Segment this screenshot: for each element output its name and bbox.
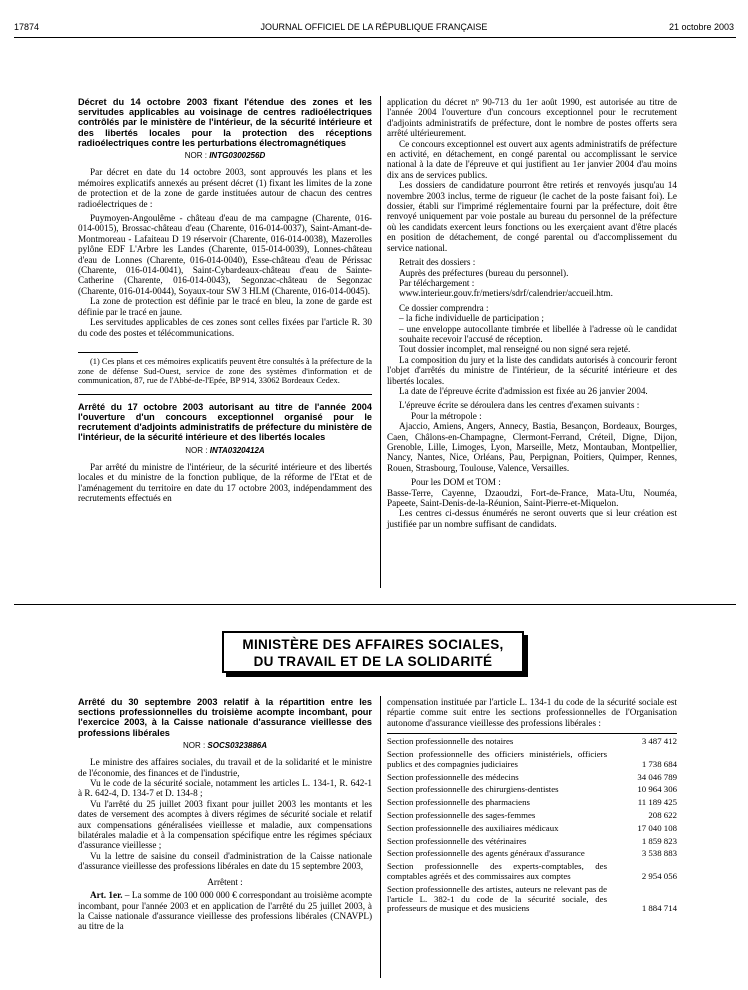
decree-nor: NOR : INTG0300256D: [184, 151, 266, 161]
table-row: [387, 846, 677, 859]
table-row: [387, 770, 677, 783]
ministry-line-1: MINISTÈRE DES AFFAIRES SOCIALES,: [242, 637, 504, 652]
arrete-paragraph: Les dossiers de candidature pourront être retirés et renvoyés jusqu'au 14 novembre 2003 inclus, terme de rigueur (le cachet de la poste faisant foi). Le dossier, établi sur l'imprimé réglementaire fourni par la préfecture, doit être renvoyé uniquement par voie postale au bureau du personnel de la préfecture où les candidats exercent leurs fonctions ou les exerçaient avant d'être placés en position de détachement, de congé parental ou d'accomplissement du service national.: [387, 180, 677, 253]
table-row: [387, 795, 677, 808]
arrete2-title: Arrêté du 30 septembre 2003 relatif à la répartition entre les sections professionnelles du troisième acompte incombant, pour l'exercice 2003, à la Caisse nationale d'assurance vieillesse des professions libérales: [78, 697, 372, 738]
article-1: Art. 1er. – La somme de 100 000 000 € correspondant au troisième acompte incombant, pour l'année 2003 et en application de l'arrêté du 25 juillet 2003, à la Caisse nationale d'assurance vieillesse des professions libérales (CNAVPL) au titre de la: [78, 890, 372, 932]
issue-date: 21 octobre 2003: [668, 22, 734, 32]
footnote-rule: [78, 352, 138, 353]
arrete-paragraph: Les centres ci-dessus énumérés ne seront ouverts que si leur création est justifiée par un nombre suffisant de candidats.: [387, 508, 677, 529]
column-divider-bottom: [380, 696, 381, 978]
dom-label: Pour les DOM et TOM :: [411, 477, 501, 488]
retrait-location: Auprès des préfectures (bureau du personnel).: [399, 267, 569, 278]
right-column-bottom: [387, 697, 677, 914]
arrete-nor: NOR : INTA0320412A: [185, 445, 265, 455]
arrete2-paragraph: Vu l'arrêté du 25 juillet 2003 fixant pour juillet 2003 les montants et les dates de versement des acomptes à divers régimes de sécurité sociale et relatif aux compensations généralisées vieillesse et maladie, aux compensations bilatérales maladie et à la compensation spécifique entre les régimes spéciaux d'assurance vieillesse ;: [78, 798, 372, 851]
section-rule: [78, 394, 372, 395]
decree-centres-list: Puymoyen-Angoulême - château d'eau de ma campagne (Charente, 016-014-0015), Brossac-château d'eau (Charente, 016-014-0037), Saint-Amant-de-Montmoreau - Lafaiteau D 19 réservoir (Charente, 016-014-0038), Mazerolles pylône EDF L'Arbre les Landes (Charente, 015-014-0039), Lonnes-château d'eau de Lonnes (Charente, 016-014-0040), Esse-château d'eau de Périssac (Charente, 016-014-0041), Saint-Cybardeaux-château d'eau de Sainte-Catherine (Charente, 016-014-0043), Segonzac-château de Segonzac (Charente, 016-014-0044), Soyaux-tour SW 3 HLM (Charente, 016-014-0045).: [78, 213, 372, 296]
dossier-item: – une enveloppe autocollante timbrée et libellée à l'adresse où le candidat souhaite recevoir l'accusé de réception.: [399, 323, 677, 344]
arrete2-paragraph: Vu le code de la sécurité sociale, notamment les articles L. 134-1, R. 642-1 à R. 642-4, D. 134-7 et D. 134-8 ;: [78, 778, 372, 799]
decree-paragraph: Par décret en date du 14 octobre 2003, sont approuvés les plans et les mémoires explicatifs annexés au présent décret (1) fixant les limites de la zone de protection et de la zone de garde instituées autour de chacun des centres radioélectriques de :: [78, 167, 372, 209]
arrete-paragraph: L'épreuve écrite se déroulera dans les centres d'examen suivants :: [399, 400, 640, 411]
table-row: [387, 821, 677, 834]
dossier-item: – la fiche individuelle de participation ;: [399, 313, 544, 324]
section-label: Section professionnelle des auxiliaires médicaux: [387, 822, 559, 833]
section-amount: 1 884 714: [641, 903, 677, 914]
arrete2-paragraph: Vu la lettre de saisine du conseil d'administration de la Caisse nationale d'assurance vieillesse des professions libérales en date du 15 septembre 2003,: [78, 850, 372, 872]
left-column-top: [78, 97, 372, 504]
left-column-bottom: [78, 697, 372, 932]
arrete-paragraph: Par arrêté du ministre de l'intérieur, de la sécurité intérieure et des libertés locales et du ministre de la fonction publique, de la réforme de l'Etat et de l'aménagement du territoire en date du 17 octobre 2003, indépendamment des recrutements effectués en: [78, 461, 372, 504]
right-column-top: [387, 97, 677, 529]
dom-centres: Basse-Terre, Cayenne, Dzaoudzi, Fort-de-France, Mata-Utu, Nouméa, Papeete, Saint-Denis-de-la-Réunion, Saint-Pierre-et-Miquelon.: [387, 487, 677, 509]
arrete-paragraph: La date de l'épreuve écrite d'admission est fixée au 26 janvier 2004.: [399, 385, 648, 396]
journal-title: JOURNAL OFFICIEL DE LA RÉPUBLIQUE FRANÇAISE: [260, 22, 488, 32]
section-amount: 10 964 306: [637, 784, 677, 795]
section-label: Section professionnelle des sages-femmes: [387, 810, 536, 820]
section-label: Section professionnelle des experts-comptables, des comptables agréés et des commissaires aux comptes: [387, 861, 607, 881]
section-divider: [14, 604, 736, 605]
section-amount: 1 859 823: [641, 835, 677, 846]
download-label: Par téléchargement :: [399, 277, 475, 288]
page-number: 17874: [14, 22, 40, 32]
arrete2-paragraph: compensation instituée par l'article L. 134-1 du code de la sécurité sociale est répartie comme suit entre les sections professionnelles de l'Organisation autonome d'assurance vieillesse des professions libérales :: [387, 697, 677, 728]
section-amount: 3 538 883: [641, 848, 677, 859]
arrete-title: Arrêté du 17 octobre 2003 autorisant au titre de l'année 2004 l'ouverture d'un concours exceptionnel organisé pour le recrutement d'adjoints administratifs de préfecture du ministère de l'intérieur, de la sécurité intérieure et des libertés locales: [78, 401, 372, 443]
arrete2-nor: NOR : SOCS0323886A: [182, 740, 268, 750]
section-label: Section professionnelle des vétérinaires: [387, 835, 527, 846]
section-label: Section professionnelle des artistes, auteurs ne relevant pas de l'article L. 382-1 du code de la sécurité sociale, des professeurs de musique et des musiciens: [387, 883, 607, 914]
table-row: [387, 782, 677, 795]
decree-footnote: (1) Ces plans et ces mémoires explicatifs peuvent être consultés à la préfecture de la zone de défense Sud-Ouest, service de zone des systèmes d'information et de communication, 87, rue de l'Abbé-de-l'Epée, BP 914, 33062 Bordeaux Cedex.: [78, 356, 372, 386]
arrete-paragraph: La composition du jury et la liste des candidats autorisés à concourir feront l'objet d'arrêtés du ministre de l'intérieur, de la sécurité intérieure et des libertés locales.: [387, 354, 677, 386]
sections-table: [387, 734, 677, 914]
arretent-label: Arrêtent :: [207, 876, 243, 887]
dossier-contents-label: Ce dossier comprendra :: [399, 302, 489, 313]
section-label: Section professionnelle des officiers ministériels, officiers publics et des compagnies judiciaires: [387, 749, 607, 769]
column-divider-top: [380, 96, 381, 588]
arrete-paragraph: Tout dossier incomplet, mal renseigné ou non signé sera rejeté.: [399, 344, 631, 355]
section-amount: 3 487 412: [641, 736, 677, 747]
section-label: Section professionnelle des chirurgiens-dentistes: [387, 784, 559, 795]
section-amount: 208 622: [648, 810, 677, 820]
table-row: [387, 808, 677, 821]
section-label: Section professionnelle des médecins: [387, 771, 519, 782]
section-label: Section professionnelle des notaires: [387, 736, 514, 747]
ministry-line-2: DU TRAVAIL ET DE LA SOLIDARITÉ: [253, 654, 493, 669]
section-amount: 11 189 425: [637, 797, 677, 808]
download-url[interactable]: www.interieur.gouv.fr/metiers/sdrf/calendrier/accueil.htm.: [399, 288, 613, 299]
metropole-label: Pour la métropole :: [411, 410, 482, 421]
table-row: [387, 859, 677, 882]
section-label: Section professionnelle des agents généraux d'assurance: [387, 848, 585, 859]
decree-title: Décret du 14 octobre 2003 fixant l'étendue des zones et les servitudes applicables au voisinage de centres radioélectriques contrôlés par le ministère de l'intérieur, de la sécurité intérieure et des libertés locales pour la protection des réceptions radioélectriques contre les perturbations électromagnétiques: [78, 97, 372, 148]
arrete-paragraph: application du décret nº 90-713 du 1er août 1990, est autorisée au titre de l'année 2004 l'ouverture d'un concours exceptionnel pour le recrutement d'adjoints administratifs de préfecture, dont le nombre de postes offerts sera arrêté ultérieurement.: [387, 97, 677, 139]
decree-paragraph: La zone de protection est définie par le tracé en bleu, la zone de garde est définie par le tracé en jaune.: [78, 296, 372, 317]
table-row: [387, 882, 677, 914]
section-amount: 2 954 056: [641, 870, 677, 881]
arrete-paragraph: Ce concours exceptionnel est ouvert aux agents administratifs de préfecture en activité, en détachement, en congé parental ou accomplissant le service national à la date de l'épreuve et qui justifient au 1er janvier 2004 d'au moins dix ans de services publics.: [387, 138, 677, 180]
retrait-label: Retrait des dossiers :: [399, 257, 476, 268]
metropole-centres: Ajaccio, Amiens, Angers, Annecy, Bastia, Besançon, Bordeaux, Bourges, Caen, Châlons-en-Champagne, Clermont-Ferrand, Créteil, Digne, Dijon, Grenoble, Lille, Limoges, Lyon, Marseille, Metz, Montauban, Montpellier, Nancy, Nantes, Nice, Orléans, Pau, Perpignan, Poitiers, Quimper, Rennes, Rouen, Strasbourg, Toulouse, Valence, Versailles.: [387, 421, 677, 473]
header-rule: [14, 37, 736, 38]
section-amount: 17 040 108: [637, 822, 677, 833]
section-amount: 34 046 789: [637, 771, 677, 782]
section-amount: 1 738 684: [641, 758, 677, 769]
table-row: [387, 734, 677, 747]
table-row: [387, 747, 677, 770]
ministry-heading: [222, 631, 524, 673]
arrete2-paragraph: Le ministre des affaires sociales, du travail et de la solidarité et le ministre de l'économie, des finances et de l'industrie,: [78, 757, 372, 778]
table-row: [387, 834, 677, 847]
decree-paragraph: Les servitudes applicables de ces zones sont celles fixées par l'article R. 30 du code des postes et télécommunications.: [78, 317, 372, 338]
section-label: Section professionnelle des pharmaciens: [387, 797, 530, 808]
